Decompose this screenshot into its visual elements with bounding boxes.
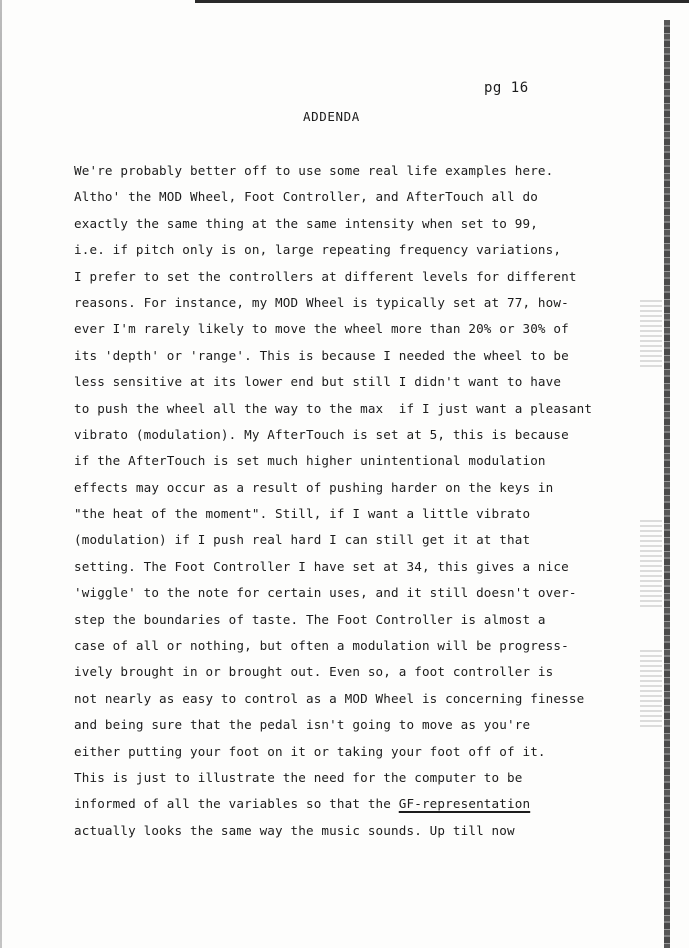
text-line: vibrato (modulation). My AfterTouch is set at 5, this is because — [74, 426, 569, 442]
scan-speckle — [640, 520, 662, 610]
underlined-term: GF-representation — [398, 796, 531, 812]
text-line: and being sure that the pedal isn't going to move as you're — [74, 717, 531, 733]
scan-top-edge — [195, 0, 689, 3]
text-line: to push the wheel all the way to the max if I just want a pleasant — [74, 400, 593, 416]
text-line: less sensitive at its lower end but still I didn't want to have — [74, 374, 562, 390]
text-line: not nearly as easy to control as a MOD Wheel is concerning finesse — [74, 690, 585, 706]
text-line: i.e. if pitch only is on, large repeating frequency variations, — [74, 242, 562, 258]
text-line: Altho' the MOD Wheel, Foot Controller, and AfterTouch all do — [74, 189, 538, 205]
text-line: ever I'm rarely likely to move the wheel more than 20% or 30% of — [74, 321, 569, 337]
text-line: This is just to illustrate the need for the computer to be — [74, 769, 523, 785]
scan-speckle — [640, 300, 662, 370]
text-line: I prefer to set the controllers at different levels for different — [74, 268, 577, 284]
text-line: (modulation) if I push real hard I can still get it at that — [74, 532, 531, 548]
text-line: exactly the same thing at the same intensity when set to 99, — [74, 215, 538, 231]
text-line: reasons. For instance, my MOD Wheel is typically set at 77, how- — [74, 294, 569, 310]
text-line: actually looks the same way the music sounds. Up till now — [74, 822, 515, 838]
text-line: either putting your foot on it or taking your foot off of it. — [74, 743, 546, 759]
text-line: case of all or nothing, but often a modulation will be progress- — [74, 638, 569, 654]
scan-right-edge — [664, 20, 670, 948]
text-line: its 'depth' or 'range'. This is because I needed the wheel to be — [74, 347, 569, 363]
text-line-start: informed of all the variables so that the — [74, 796, 399, 812]
text-line: ively brought in or brought out. Even so, a foot controller is — [74, 664, 554, 680]
text-line — [74, 791, 634, 817]
text-line: We're probably better off to use some real life examples here. — [74, 163, 554, 178]
section-heading: ADDENDA — [303, 109, 360, 124]
scan-left-edge — [0, 0, 2, 948]
text-line: effects may occur as a result of pushing harder on the keys in — [74, 479, 554, 495]
text-line: "the heat of the moment". Still, if I want a little vibrato — [74, 506, 531, 522]
scan-speckle — [640, 650, 662, 730]
text-line: setting. The Foot Controller I have set at 34, this gives a nice — [74, 558, 569, 574]
page-number: pg 16 — [484, 80, 529, 96]
body-text — [74, 158, 634, 844]
text-line: step the boundaries of taste. The Foot Controller is almost a — [74, 611, 546, 627]
text-line: if the AfterTouch is set much higher unintentional modulation — [74, 453, 546, 469]
text-line: 'wiggle' to the note for certain uses, and it still doesn't over- — [74, 585, 577, 601]
